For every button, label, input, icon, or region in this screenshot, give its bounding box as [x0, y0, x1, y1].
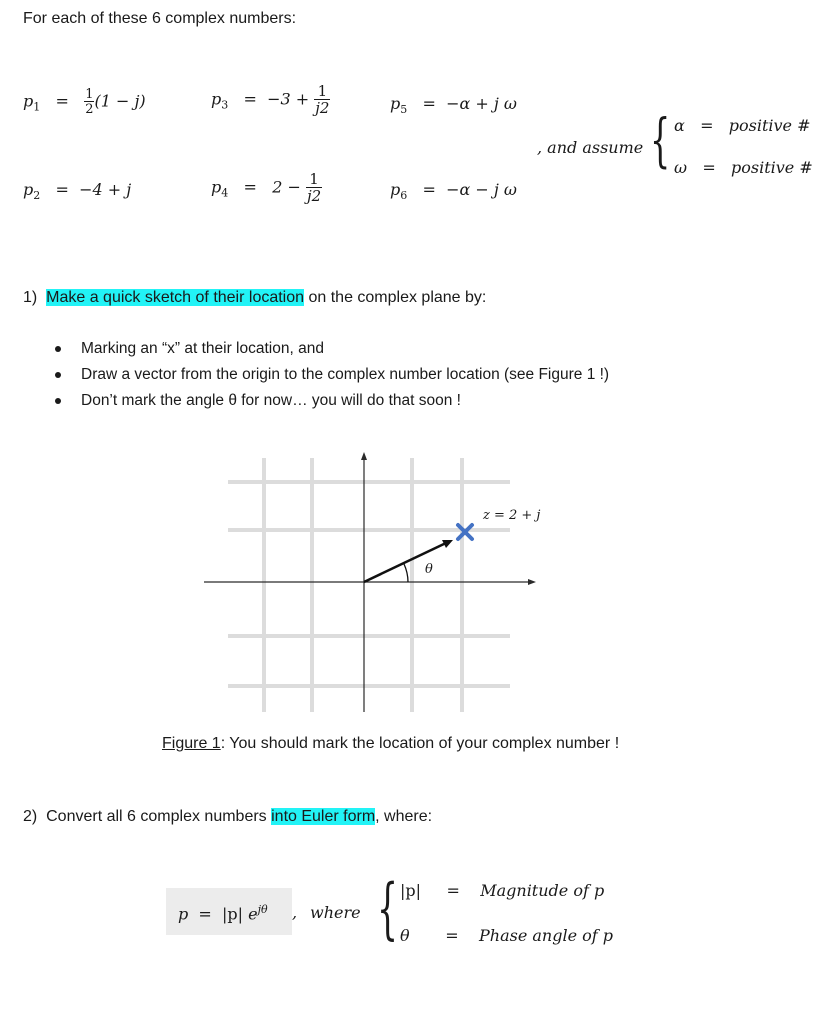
equation-p2: $p_2$ = −4 + j: [23, 180, 132, 203]
question-1: 1) Make a quick sketch of their location on the complex plane by:: [23, 289, 487, 306]
equation-p5: $p_5$ = −α + j ω: [390, 94, 517, 117]
intro-text: For each of these 6 complex numbers:: [23, 10, 297, 27]
list-item: Don’t mark the angle θ for now… you will do that soon !: [81, 388, 609, 414]
z-label: z = 2 + j: [483, 508, 541, 523]
question-2: 2) Convert all 6 complex numbers into Euler form, where:: [23, 808, 433, 825]
assume-omega: ω = positive #: [674, 158, 813, 177]
equation-p1: $p_1$ = $\frac{1}{2}$ (1 − j): [23, 87, 146, 117]
equation-p4: $p_4$ = 2 − $\frac{1}{j2}$: [211, 170, 322, 205]
euler-comma: ,: [292, 903, 298, 922]
theta-label: θ: [425, 562, 433, 577]
grid-lines: [228, 458, 510, 712]
assume-text: , and assume: [537, 138, 644, 157]
euler-formula: p = |p| $e^{j\theta}$: [178, 903, 268, 924]
vector-line: [364, 543, 446, 582]
list-item: Draw a vector from the origin to the complex number location (see Figure 1 !): [81, 362, 609, 388]
equation-p3: $p_3$ = −3 + $\frac{1}{j2}$: [211, 82, 330, 117]
left-brace-icon: {: [650, 106, 671, 174]
euler-where: where: [310, 903, 361, 922]
question-1-highlight: Make a quick sketch of their location: [46, 289, 305, 306]
real-axis-arrow-icon: [528, 579, 536, 585]
angle-arc: [404, 564, 408, 582]
euler-phase-row: θ = Phase angle of p: [400, 926, 614, 945]
assume-alpha: α = positive #: [674, 116, 811, 135]
equation-p6: $p_6$ = −α − j ω: [390, 180, 517, 203]
list-item: Marking an “x” at their location, and: [81, 336, 609, 362]
question-2-highlight: into Euler form: [271, 808, 376, 825]
euler-magnitude-row: |p| = Magnitude of p: [400, 881, 605, 900]
euler-brace-icon: {: [377, 870, 398, 947]
figure-caption: Figure 1: You should mark the location of your complex number !: [162, 735, 620, 752]
imaginary-axis-arrow-icon: [361, 452, 367, 460]
